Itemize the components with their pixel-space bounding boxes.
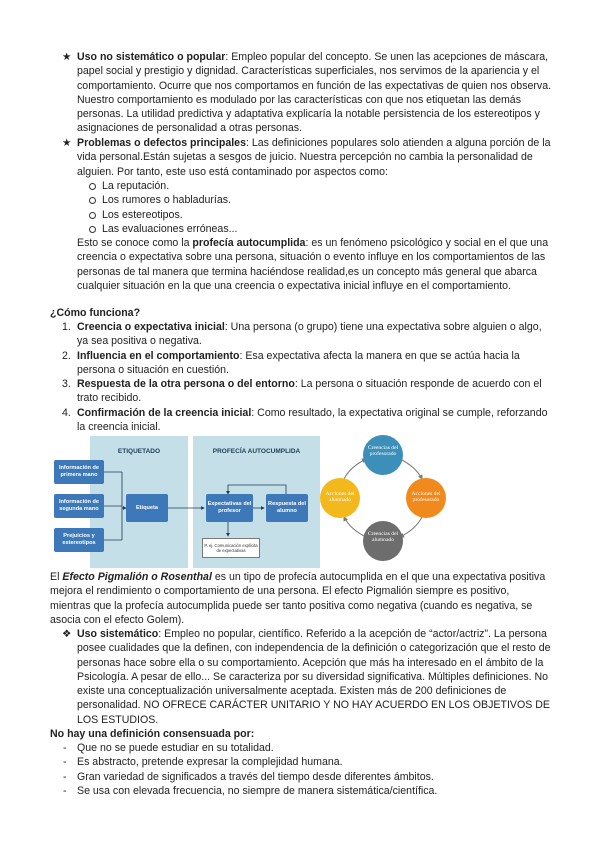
- item-number: 2.: [62, 349, 71, 362]
- list-item: [62, 320, 552, 349]
- list-item: La reputación.: [85, 179, 545, 193]
- reasons-list: [62, 741, 552, 798]
- star-bullet-icon: ★: [62, 51, 72, 63]
- step-title: Influencia en el comportamiento: [77, 349, 240, 362]
- list-item: - Que no se puede estudiar en su totalidad.: [62, 741, 552, 755]
- cycle-label-left: Acciones del alumnado: [325, 491, 355, 504]
- item-number: 1.: [62, 321, 71, 333]
- list-item: - Gran variedad de significados a través del tiempo desde diferentes ámbitos.: [62, 770, 552, 784]
- cycle-label-bottom: Creencias del alumnado: [367, 531, 399, 544]
- list-item: [62, 406, 552, 435]
- item-number: 4.: [62, 406, 71, 419]
- bullet-title: Problemas o defectos principales: [77, 137, 246, 149]
- list-item: Las evaluaciones erróneas...: [85, 222, 545, 236]
- bullet-title: Uso no sistemático o popular: [77, 51, 226, 63]
- steps-list: [62, 320, 552, 434]
- no-definicion-heading: No hay una definición consensuada por:: [50, 728, 255, 740]
- term-pigmalion: Efecto Pigmalión o Rosenthal: [62, 571, 212, 583]
- labeling-diagram: [50, 436, 306, 568]
- item-number: 3.: [62, 378, 71, 391]
- aspects-list: [85, 179, 545, 236]
- zone-title: ETIQUETADO: [117, 448, 161, 455]
- step-title: Respuesta de la otra persona o del entorno: [77, 378, 295, 391]
- bullet-body: [77, 136, 552, 179]
- como-funciona-heading: ¿Cómo funciona?: [50, 307, 141, 319]
- list-item: Los rumores o habladurías.: [85, 193, 545, 207]
- list-item: - Es abstracto, pretende expresar la complejidad humana.: [62, 755, 552, 769]
- step-text: : Una persona (o grupo) tiene una expectativa sobre alguien o algo, ya sea positiva o negativa.: [77, 321, 542, 348]
- text-span: El: [50, 571, 63, 583]
- bullet-text: : Las definiciones populares solo atienden a alguna porción de la vida personal.Están sujetas a sesgos de juicio. Nuestra percepción no cambia la personalidad de alguien. Por tanto, este uso está contaminado por aspectos como:: [77, 137, 551, 178]
- term-profecia: profecía autocumplida: [192, 237, 306, 249]
- box-expectativas: Expectativas del profesor: [206, 494, 253, 522]
- bullet-problemas: [62, 136, 552, 179]
- bullet-uso-sistematico: [62, 627, 552, 727]
- box-informacion-primera-mano: Información de primera mano: [54, 460, 104, 484]
- step-text: : La persona o situación responde de acuerdo con el trato recibido.: [77, 378, 542, 405]
- list-item: - Se usa con elevada frecuencia, no siempre de manera sistemática/científica.: [62, 784, 552, 798]
- step-title: Creencia o expectativa inicial: [77, 321, 225, 333]
- bullet-body: [77, 50, 552, 136]
- bullet-text: : Empleo no popular, científico. Referido a la acepción de “actor/actriz”. La persona posee cualidades que la definen, con independencia de la definición o categorización que el resto de personas hace sobre ella o su comportamiento. Acepción que más ha interesado en el ámbito de la Psicología. A pesar de ello... Se caracteriza por su diversidad significativa. Múltiples definiciones. No existe una conceptualización universalmente aceptada. Existen más de 200 definiciones de personalidad. NO OFRECE CARÁCTER UNITARIO Y NO HAY ACUERDO EN LOS OBJETIVOS DE LOS ESTUDIOS.: [77, 628, 551, 726]
- diamond-bullet-icon: ❖: [62, 628, 72, 640]
- star-bullet-icon: ★: [62, 137, 72, 149]
- bullet-text: : Empleo popular del concepto. Se unen las acepciones de máscara, papel social y prestigio y dignidad. Características superficiales, nos servimos de la apariencia y el comportamiento. Ocurre que nos comportamos en función de las expectativas de quien nos observa. Nuestro comportamiento es modulado por las características con que nos etiquetan las demás personas. La utilidad predictiva y adaptativa explicaría la notable persistencia de los estereotipos y asignaciones de personalidad a otras personas.: [77, 51, 552, 135]
- bullet-body: [77, 627, 552, 727]
- step-text: : Esa expectativa afecta la manera en que se actúa hacia la persona o situación en cuestión.: [77, 349, 520, 376]
- bullet-uso-no-sistematico: [62, 50, 552, 136]
- text-span: : es un fenómeno psicológico y social en el que una creencia o expectativa sobre una persona, situación o evento influye en los comportamientos de las personas de tal manera que termina haciéndose realidad,es un concepto más general que abarca cualquier situación en la que una creencia o expectativa inicial influye en el comportamiento.: [77, 237, 549, 292]
- text-span: Esto se conoce como la: [77, 237, 193, 249]
- box-respuesta: Respuesta del alumno: [266, 494, 308, 522]
- profecia-paragraph: [77, 236, 552, 293]
- list-item: Los estereotipos.: [85, 208, 545, 222]
- bullet-title: Uso sistemático: [77, 628, 159, 640]
- text-span: es un tipo de profecía autocumplida en el que una expectativa positiva mejora el rendimiento o comportamiento de una persona. El efecto Pigmalión siempre es positivo, mientras que la profecía autocumplida puede ser tanto positiva como negativa (cuando es negativa, se asocia con el efecto Golem).: [50, 571, 546, 626]
- expectation-cycle-diagram: [318, 433, 448, 563]
- box-prejuicios: Prejuicios y estereotipos: [54, 528, 104, 552]
- zone-title: PROFECÍA AUTOCUMPLIDA: [212, 448, 301, 455]
- note-comunicacion: P. ej. Comunicación explícita de expectativas: [202, 538, 260, 558]
- list-item: [62, 349, 552, 378]
- cycle-label-right: Acciones del profesorado: [411, 491, 441, 504]
- step-text: : Como resultado, la expectativa original se cumple, reforzando la creencia inicial.: [77, 406, 548, 434]
- list-item: [62, 377, 552, 406]
- box-informacion-segunda-mano: Información de segunda mano: [54, 494, 104, 518]
- box-etiqueta: Etiqueta: [126, 494, 168, 522]
- step-title: Confirmación de la creencia inicial: [77, 406, 252, 419]
- cycle-label-top: Creencias del profesorado: [367, 445, 399, 458]
- pigmalion-paragraph: [50, 570, 550, 627]
